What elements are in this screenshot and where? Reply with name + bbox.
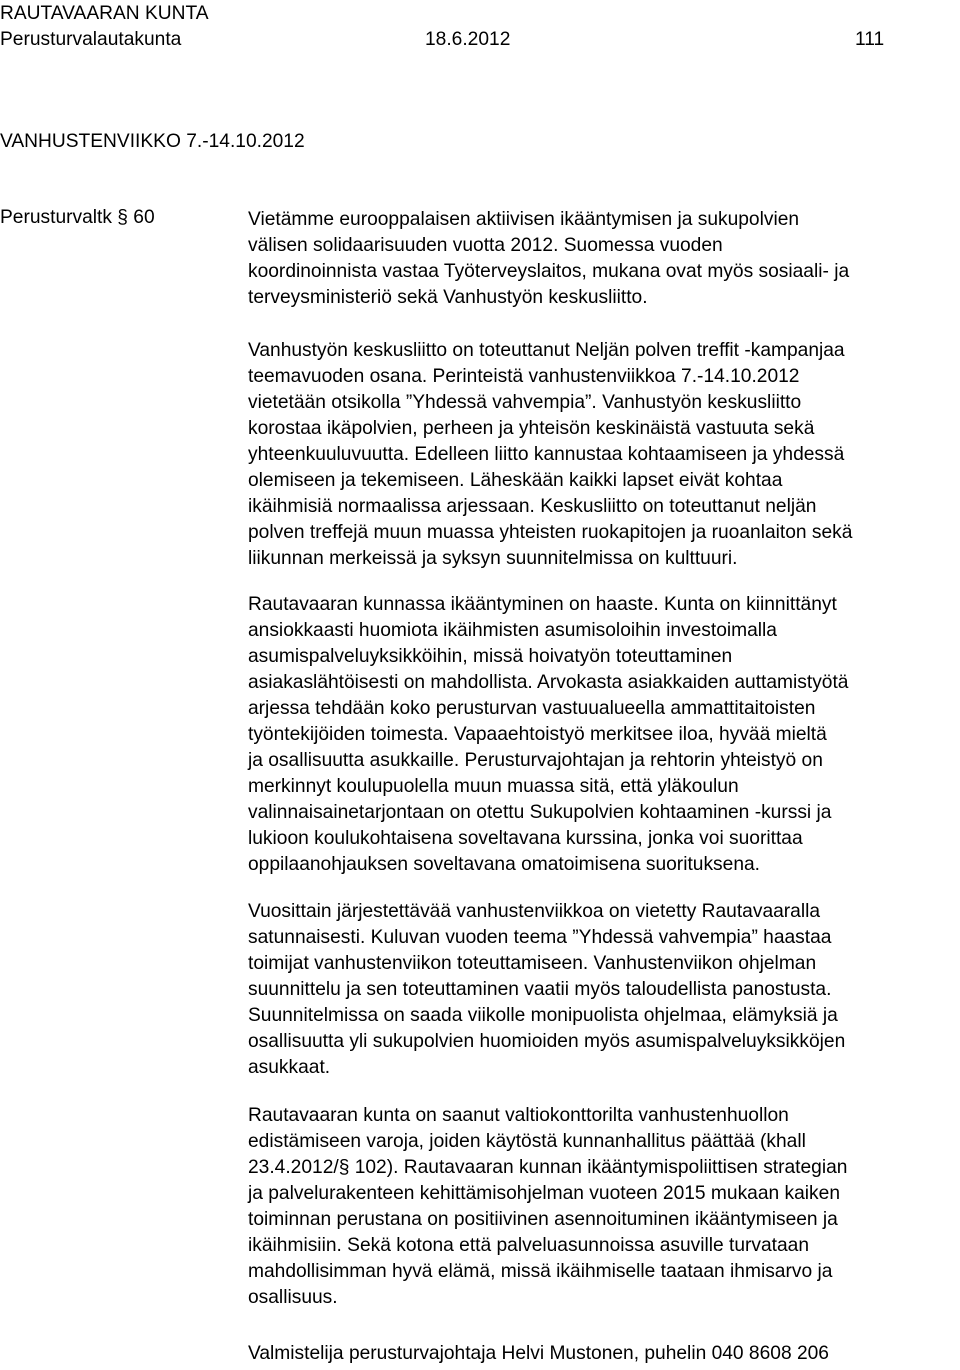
paragraph-line: työntekijöiden toimesta. Vapaaehtoistyö merkitsee iloa, hyvää mieltä xyxy=(248,724,827,745)
paragraph-line: Rautavaaran kunnassa ikääntyminen on haaste. Kunta on kiinnittänyt xyxy=(248,594,837,615)
paragraph-line: yhteenkuuluvuutta. Edelleen liitto kannustaa kohtaamiseen ja yhdessä xyxy=(248,444,845,465)
paragraph-line: välisen solidaarisuuden vuotta 2012. Suomessa vuoden xyxy=(248,235,723,256)
paragraph-line: vietetään otsikolla ”Yhdessä vahvempia”. Vanhustyön keskusliitto xyxy=(248,392,802,413)
paragraph-line: suunnittelu ja sen toteuttaminen vaatii myös taloudellista panostusta. xyxy=(248,979,832,1000)
paragraph-line: Valmistelija perusturvajohtaja Helvi Mustonen, puhelin 040 8608 206 xyxy=(248,1343,829,1364)
paragraph-line: terveysministeriö sekä Vanhustyön keskusliitto. xyxy=(248,287,648,308)
paragraph-line: mahdollisimman hyvä elämä, missä ikäihmiselle taataan ihmisarvo ja xyxy=(248,1261,833,1282)
page-number: 111 xyxy=(855,29,885,50)
paragraph-line: osallisuutta yli sukupolvien huomioiden myös asumispalveluyksikköjen xyxy=(248,1031,846,1052)
paragraph-line: ikäihmisiin. Sekä kotona että palveluasunnoissa asuville turvataan xyxy=(248,1235,810,1256)
paragraph-line: Vietämme eurooppalaisen aktiivisen ikääntymisen ja sukupolvien xyxy=(248,209,800,230)
paragraph-line: arjessa tehdään koko perusturvan vastuualueella ammattitaitoisten xyxy=(248,698,816,719)
paragraph-line: Rautavaaran kunta on saanut valtiokonttorilta vanhustenhuollon xyxy=(248,1105,789,1126)
paragraph-line: teemavuoden osana. Perinteistä vanhustenviikkoa 7.-14.10.2012 xyxy=(248,366,800,387)
paragraph-line: asumispalveluyksikköihin, missä hoivatyön toteuttaminen xyxy=(248,646,733,667)
paragraph-line: polven treffejä muun muassa yhteisten ruokapitojen ja ruoanlaiton sekä xyxy=(248,522,853,543)
section-title: VANHUSTENVIIKKO 7.-14.10.2012 xyxy=(0,131,305,152)
paragraph-line: korostaa ikäpolvien, perheen ja yhteisön keskinäistä vastuuta sekä xyxy=(248,418,815,439)
paragraph-line: merkinnyt koulupuolella muun muassa sitä, että yläkoulun xyxy=(248,776,739,797)
organization-name: RAUTAVAARAN KUNTA xyxy=(0,3,209,24)
paragraph-line: liikunnan merkeissä ja syksyn suunnitelmissa on kulttuuri. xyxy=(248,548,738,569)
paragraph-line: 23.4.2012/§ 102). Rautavaaran kunnan ikääntymispoliittisen strategian xyxy=(248,1157,848,1178)
paragraph-line: ansiokkaasti huomiota ikäihmisten asumisoloihin investoimalla xyxy=(248,620,777,641)
paragraph-line: koordinoinnista vastaa Työterveyslaitos, mukana ovat myös sosiaali- ja xyxy=(248,261,850,282)
section-reference: Perusturvaltk § 60 xyxy=(0,207,155,228)
paragraph-line: toimijat vanhustenviikon toteuttamiseen. Vanhustenviikon ohjelman xyxy=(248,953,817,974)
paragraph-line: Vuosittain järjestettävää vanhustenviikkoa on vietetty Rautavaaralla xyxy=(248,901,821,922)
paragraph-line: ja osallisuutta asukkaille. Perusturvajohtajan ja rehtorin yhteistyö on xyxy=(248,750,823,771)
paragraph-line: olemiseen ja tekemiseen. Läheskään kaikki lapset eivät kohtaa xyxy=(248,470,783,491)
body-text xyxy=(248,207,960,1367)
committee-name: Perusturvalautakunta xyxy=(0,29,182,50)
paragraph-line: lukioon koulukohtaisena soveltavana kurssina, jonka voi suorittaa xyxy=(248,828,803,849)
paragraph-line: satunnaisesti. Kuluvan vuoden teema ”Yhdessä vahvempia” haastaa xyxy=(248,927,832,948)
paragraph-line: ikäihmisiä normaalissa arjessaan. Keskusliitto on toteuttanut neljän xyxy=(248,496,817,517)
paragraph-line: valinnaisainetarjontaan on otettu Sukupolvien kohtaaminen -kurssi ja xyxy=(248,802,832,823)
paragraph-line: toiminnan perustana on positiivinen asennoituminen ikääntymiseen ja xyxy=(248,1209,838,1230)
paragraph-line: osallisuus. xyxy=(248,1287,338,1308)
paragraph-line: asiakaslähtöisesti on mahdollista. Arvokasta asiakkaiden auttamistyötä xyxy=(248,672,849,693)
paragraph-line: ja palvelurakenteen kehittämisohjelman vuoteen 2015 mukaan kaiken xyxy=(248,1183,840,1204)
paragraph-line: Vanhustyön keskusliitto on toteuttanut Neljän polven treffit -kampanjaa xyxy=(248,340,845,361)
paragraph-line: oppilaanohjauksen soveltavana omatoimisena suorituksena. xyxy=(248,854,760,875)
paragraph-line: edistämiseen varoja, joiden käytöstä kunnanhallitus päättää (khall xyxy=(248,1131,806,1152)
paragraph-line: Suunnitelmissa on saada viikolle monipuolista ohjelmaa, elämyksiä ja xyxy=(248,1005,838,1026)
meeting-date: 18.6.2012 xyxy=(425,29,511,50)
paragraph-line: asukkaat. xyxy=(248,1057,331,1078)
